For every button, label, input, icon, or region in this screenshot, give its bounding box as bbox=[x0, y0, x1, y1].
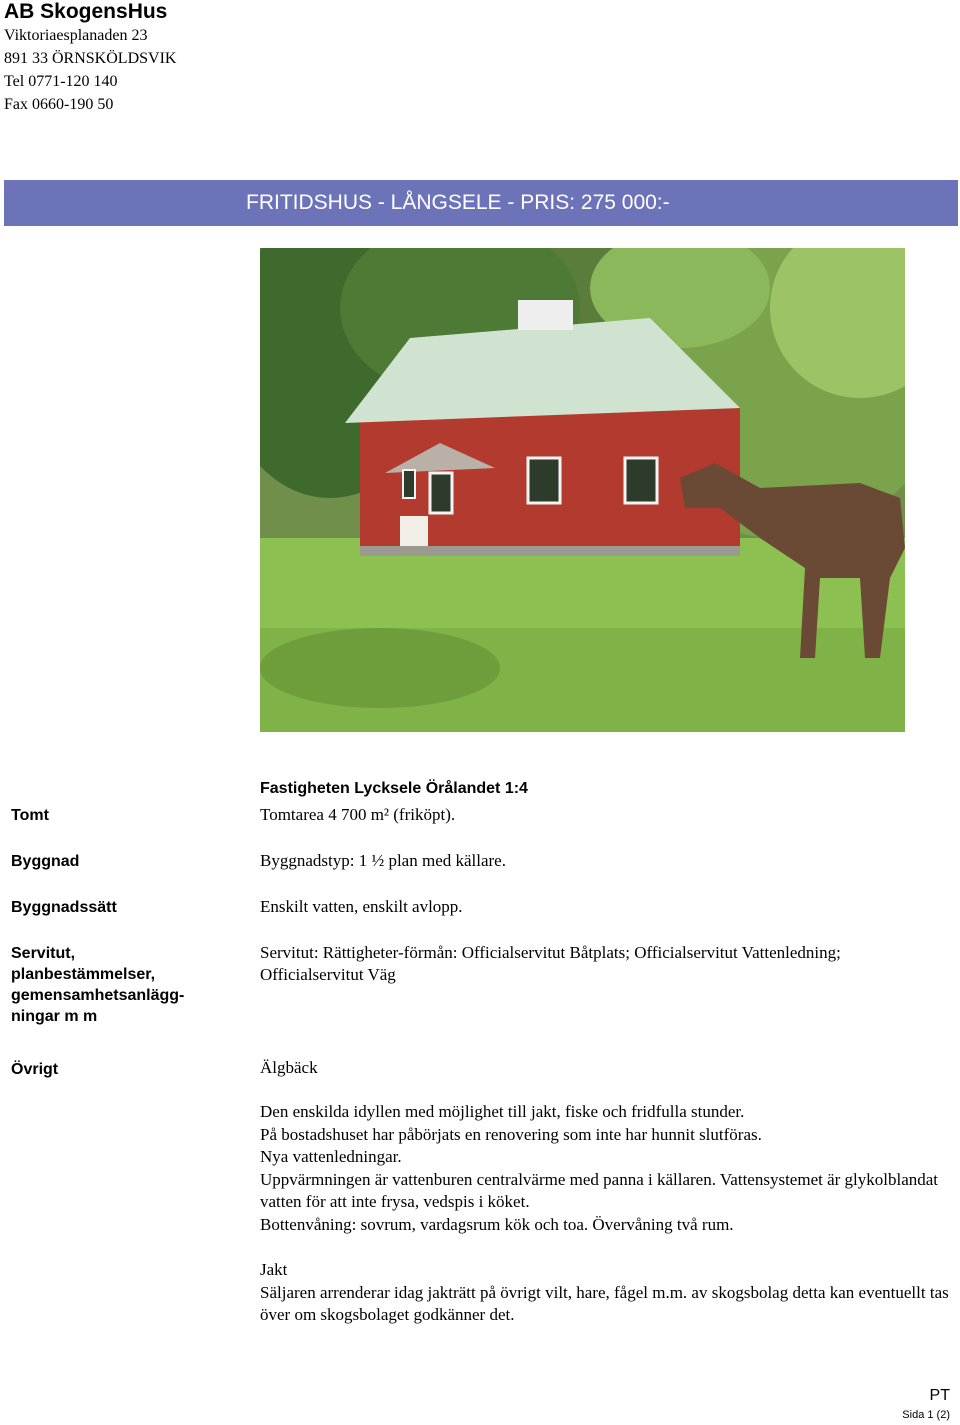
description-line: Nya vattenledningar. bbox=[260, 1147, 402, 1167]
label-ovrigt: Övrigt bbox=[11, 1061, 59, 1078]
value-tomt: Tomtarea 4 700 m² (friköpt). bbox=[260, 805, 456, 824]
label-byggnadssatt: Byggnadssätt bbox=[11, 899, 117, 916]
company-name: AB SkogensHus bbox=[4, 0, 168, 23]
value-byggnadssatt: Enskilt vatten, enskilt avlopp. bbox=[260, 897, 463, 916]
hunting-title: Jakt bbox=[260, 1260, 288, 1279]
hunting-text: Säljaren arrenderar idag jakträtt på övrigt vilt, hare, fågel m.m. av skogsbolag detta kan eventuellt tas över om skogsbolaget godkänner det. bbox=[260, 1282, 949, 1325]
label-servitut-line1: Servitut, bbox=[11, 945, 76, 962]
description-block bbox=[260, 1101, 950, 1237]
company-phone: Tel 0771-120 140 bbox=[4, 73, 118, 90]
property-heading: Fastigheten Lycksele Örålandet 1:4 bbox=[260, 780, 528, 797]
value-servitut: Servitut: Rättigheter-förmån: Officialservitut Båtplats; Officialservitut Vattenledning; Officialservitut Väg bbox=[260, 943, 841, 984]
listing-title: FRITIDSHUS - LÅNGSELE - PRIS: 275 000:- bbox=[246, 191, 670, 214]
property-photo bbox=[260, 248, 905, 732]
value-ovrigt: Älgbäck bbox=[260, 1058, 318, 1077]
description-line: Bottenvåning: sovrum, vardagsrum kök och toa. Övervåning två rum. bbox=[260, 1214, 734, 1234]
description-line: Uppvärmningen är vattenburen centralvärme med panna i källaren. Vattensystemet är glykolblandat vatten för att inte frysa, vedspis i köket. bbox=[260, 1169, 939, 1212]
label-tomt: Tomt bbox=[11, 807, 49, 824]
description-line: Den enskilda idyllen med möjlighet till jakt, fiske och fridfulla stunder. bbox=[260, 1102, 745, 1121]
company-postal: 891 33 ÖRNSKÖLDSVIK bbox=[4, 50, 177, 67]
label-servitut-line3: gemensamhetsanlägg- bbox=[11, 987, 185, 1004]
label-byggnad: Byggnad bbox=[11, 853, 80, 870]
footer-initials: PT bbox=[929, 1387, 950, 1404]
value-byggnad: Byggnadstyp: 1 ½ plan med källare. bbox=[260, 851, 506, 870]
label-servitut-line4: ningar m m bbox=[11, 1008, 98, 1025]
page-number: Sida 1 (2) bbox=[902, 1409, 950, 1421]
label-servitut bbox=[11, 943, 184, 1027]
label-servitut-line2: planbestämmelser, bbox=[11, 966, 156, 983]
company-fax: Fax 0660-190 50 bbox=[4, 96, 114, 113]
company-header bbox=[4, 0, 176, 116]
listing-banner bbox=[4, 180, 958, 226]
company-street: Viktoriaesplanaden 23 bbox=[4, 27, 148, 44]
hunting-block bbox=[260, 1259, 950, 1327]
description-line: På bostadshuset har påbörjats en renovering som inte har hunnit slutföras. bbox=[260, 1124, 762, 1144]
